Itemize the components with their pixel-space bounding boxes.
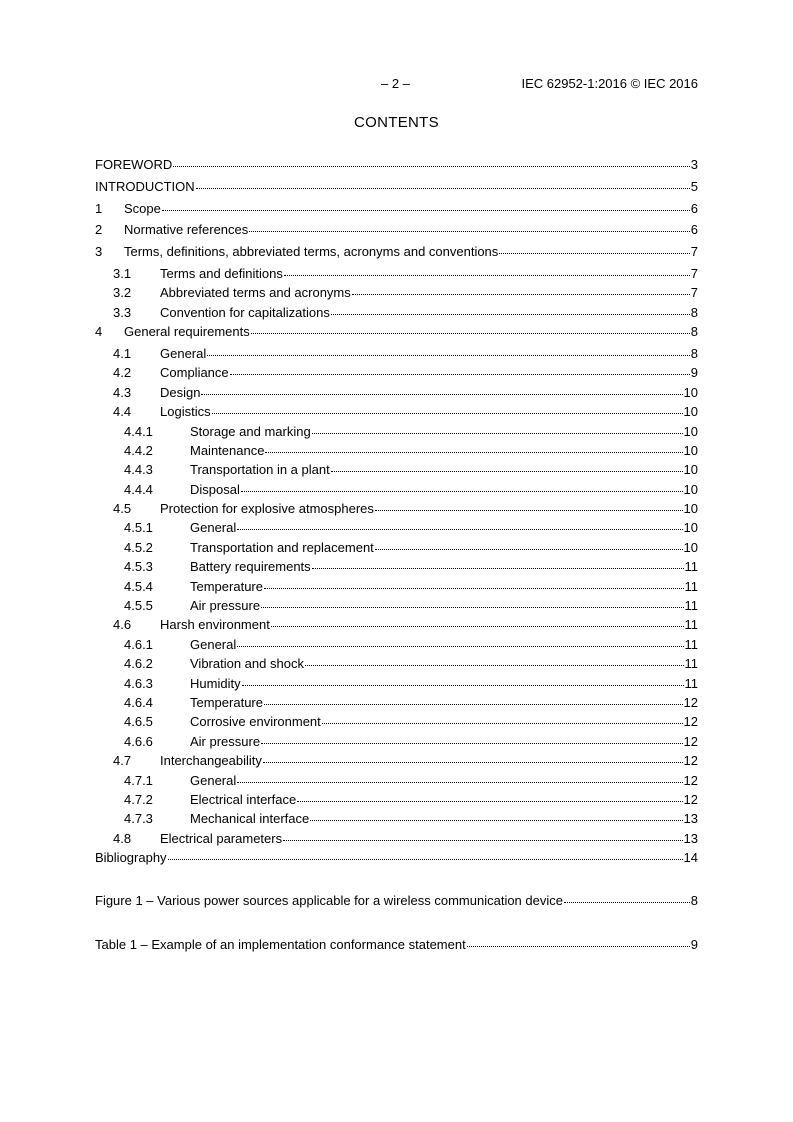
dot-leader	[375, 549, 683, 550]
toc-entry[interactable]	[95, 773, 698, 792]
toc-entry-title: Terms, definitions, abbreviated terms, acronyms and conventions	[124, 244, 499, 260]
toc-entry-page: 5	[690, 178, 698, 194]
dot-leader	[467, 946, 690, 947]
toc-entry[interactable]	[95, 482, 698, 501]
toc-entry[interactable]	[95, 443, 698, 462]
toc-entry-number: 4.5.5	[124, 598, 153, 614]
dot-leader	[331, 471, 683, 472]
toc-entry-page: 12	[683, 753, 698, 769]
dot-leader	[263, 762, 683, 763]
dot-leader	[251, 333, 690, 334]
toc-entry-title: Air pressure	[190, 733, 261, 749]
page-header	[95, 76, 698, 94]
toc-entry-number: 4.6.2	[124, 656, 153, 672]
dot-leader	[261, 743, 682, 744]
toc-entry-page: 12	[683, 694, 698, 710]
toc-entry-title: Logistics	[160, 404, 211, 420]
toc-entry-title: Humidity	[190, 675, 241, 691]
toc-entry[interactable]	[95, 385, 698, 404]
toc-entry-title: Air pressure	[190, 598, 261, 614]
toc-entry-title: Convention for capitalizations	[160, 304, 330, 320]
toc-entry-number: 4.7	[113, 753, 132, 769]
toc-entry-page: 8	[690, 893, 698, 908]
toc-entry[interactable]	[95, 404, 698, 423]
toc-entry-title: Terms and definitions	[160, 265, 283, 281]
toc-entry-page: 6	[690, 200, 698, 216]
dot-leader	[331, 314, 690, 315]
toc-entry-page: 13	[683, 830, 698, 846]
toc-entry[interactable]	[95, 850, 698, 872]
toc-entry-number: 4.7.3	[124, 811, 153, 827]
toc-entry-title: Corrosive environment	[190, 714, 321, 730]
toc-entry-title: Temperature	[190, 694, 263, 710]
toc-entry-number: 4.7.2	[124, 791, 153, 807]
toc-entry-page: 10	[683, 481, 698, 497]
toc-entry-number: 4.5	[113, 501, 132, 517]
toc-entry-page: 11	[684, 675, 698, 691]
dot-leader	[242, 685, 684, 686]
dot-leader	[241, 491, 683, 492]
page-title: CONTENTS	[354, 114, 439, 131]
toc-entry-title: Bibliography	[95, 850, 167, 866]
toc-entry-page: 10	[683, 384, 698, 400]
toc-entry-page: 11	[684, 578, 698, 594]
toc-entry[interactable]	[95, 831, 698, 850]
dot-leader	[297, 801, 682, 802]
toc-entry[interactable]	[95, 324, 698, 346]
toc-entry-page: 7	[690, 244, 698, 260]
toc-entry-title: Vibration and shock	[190, 656, 304, 672]
toc-entry-page: 9	[690, 365, 698, 381]
toc-entry-number: 4.6.5	[124, 714, 153, 730]
toc-entry-title: FOREWORD	[95, 157, 173, 172]
toc-entry-number: 4.4.4	[124, 481, 153, 497]
toc-entry[interactable]	[95, 753, 698, 772]
toc-entry-number: 4.5.4	[124, 578, 153, 594]
toc-entry-number: 3.3	[113, 304, 132, 320]
table-of-contents	[95, 157, 698, 872]
toc-entry-title: Electrical parameters	[160, 830, 283, 846]
dot-leader	[196, 188, 690, 189]
toc-entry-page: 8	[690, 304, 698, 320]
toc-entry[interactable]	[95, 937, 698, 959]
toc-entry[interactable]	[95, 462, 698, 481]
toc-entry[interactable]	[95, 695, 698, 714]
dot-leader	[162, 210, 690, 211]
toc-entry-number: 4.4	[113, 404, 132, 420]
toc-entry-title: General	[190, 636, 237, 652]
dot-leader	[305, 665, 684, 666]
toc-entry-page: 14	[683, 850, 698, 866]
toc-entry-number: 4.4.1	[124, 423, 153, 439]
toc-entry[interactable]	[95, 714, 698, 733]
toc-entry-page: 10	[683, 501, 698, 517]
toc-entry-number: 4.5.3	[124, 559, 153, 575]
dot-leader	[322, 723, 683, 724]
toc-entry-page: 11	[684, 656, 698, 672]
toc-entry-title: General	[190, 772, 237, 788]
toc-entry-number: 4.4.3	[124, 462, 153, 478]
dot-leader	[201, 394, 682, 395]
toc-entry[interactable]	[95, 792, 698, 811]
toc-entry-page: 10	[683, 404, 698, 420]
list-of-figures	[95, 893, 698, 915]
toc-entry[interactable]	[95, 244, 698, 266]
toc-entry-page: 10	[683, 423, 698, 439]
toc-entry-title: Transportation in a plant	[190, 462, 330, 478]
toc-entry-title: Electrical interface	[190, 791, 297, 807]
toc-entry-title: Mechanical interface	[190, 811, 310, 827]
toc-entry-title: Table 1 – Example of an implementation conformance statement	[95, 937, 466, 952]
toc-entry-page: 11	[684, 617, 698, 633]
toc-entry-page: 11	[684, 598, 698, 614]
dot-leader	[249, 231, 689, 232]
toc-entry-number: 4.6.3	[124, 675, 153, 691]
toc-entry-title: Abbreviated terms and acronyms	[160, 285, 351, 301]
toc-entry[interactable]	[95, 346, 698, 365]
standard-reference: IEC 62952-1:2016 © IEC 2016	[521, 76, 698, 91]
toc-entry-number: 4.4.2	[124, 442, 153, 458]
toc-entry-title: Temperature	[190, 578, 263, 594]
toc-entry-page: 10	[683, 520, 698, 536]
toc-entry-page: 13	[683, 811, 698, 827]
dot-leader	[312, 433, 683, 434]
toc-entry[interactable]	[95, 676, 698, 695]
toc-entry-page: 9	[690, 937, 698, 952]
dot-leader	[168, 859, 683, 860]
dot-leader	[237, 782, 682, 783]
toc-entry[interactable]	[95, 734, 698, 753]
toc-entry-number: 3.2	[113, 285, 132, 301]
toc-entry[interactable]	[95, 520, 698, 539]
toc-entry-title: Maintenance	[190, 442, 265, 458]
dot-leader	[312, 568, 684, 569]
toc-entry[interactable]	[95, 501, 698, 520]
toc-entry-number: 4.5.1	[124, 520, 153, 536]
toc-entry-page: 11	[684, 636, 698, 652]
dot-leader	[284, 275, 690, 276]
dot-leader	[352, 294, 690, 295]
toc-entry-number: 4.8	[113, 830, 132, 846]
toc-entry-number: 4.5.2	[124, 539, 153, 555]
toc-entry-title: Interchangeability	[160, 753, 262, 769]
toc-entry[interactable]	[95, 540, 698, 559]
toc-entry[interactable]	[95, 637, 698, 656]
toc-entry-page: 3	[690, 157, 698, 172]
toc-entry-page: 8	[690, 324, 698, 340]
toc-entry-page: 6	[690, 222, 698, 238]
toc-entry[interactable]	[95, 424, 698, 443]
toc-entry[interactable]	[95, 365, 698, 384]
toc-entry[interactable]	[95, 305, 698, 324]
toc-entry[interactable]	[95, 893, 698, 915]
dot-leader	[207, 355, 690, 356]
dot-leader	[564, 902, 690, 903]
toc-entry-page: 12	[683, 791, 698, 807]
toc-entry-number: 4	[95, 324, 103, 340]
toc-entry-page: 10	[683, 442, 698, 458]
toc-entry-page: 12	[683, 714, 698, 730]
toc-entry-title: Transportation and replacement	[190, 539, 374, 555]
toc-entry-number: 3	[95, 244, 103, 260]
toc-entry-number: 4.6	[113, 617, 132, 633]
dot-leader	[261, 607, 683, 608]
toc-entry-number: 4.6.4	[124, 694, 153, 710]
toc-entry-number: 4.6.6	[124, 733, 153, 749]
toc-entry[interactable]	[95, 157, 698, 179]
toc-entry[interactable]	[95, 579, 698, 598]
toc-entry-number: 4.6.1	[124, 636, 153, 652]
toc-entry-title: Compliance	[160, 365, 229, 381]
dot-leader	[173, 166, 689, 167]
toc-entry-title: Design	[160, 384, 201, 400]
toc-entry-title: Figure 1 – Various power sources applicable for a wireless communication device	[95, 893, 563, 908]
toc-entry[interactable]	[95, 617, 698, 636]
toc-entry-number: 3.1	[113, 265, 132, 281]
toc-entry[interactable]	[95, 598, 698, 617]
toc-entry-title: General	[160, 345, 207, 361]
toc-entry-title: General	[190, 520, 237, 536]
toc-entry-title: Harsh environment	[160, 617, 270, 633]
dot-leader	[230, 374, 690, 375]
toc-entry[interactable]	[95, 285, 698, 304]
toc-entry-number: 4.7.1	[124, 772, 153, 788]
toc-entry-title: Battery requirements	[190, 559, 311, 575]
toc-entry[interactable]	[95, 201, 698, 223]
toc-entry[interactable]	[95, 266, 698, 285]
toc-entry[interactable]	[95, 179, 698, 201]
toc-entry-title: Scope	[124, 200, 161, 216]
toc-entry-page: 10	[683, 539, 698, 555]
toc-entry-title: INTRODUCTION	[95, 178, 195, 194]
dot-leader	[264, 588, 684, 589]
dot-leader	[264, 704, 683, 705]
toc-entry-title: Storage and marking	[190, 423, 311, 439]
toc-entry-number: 4.3	[113, 384, 132, 400]
dot-leader	[212, 413, 683, 414]
toc-entry-title: Disposal	[190, 481, 240, 497]
dot-leader	[237, 529, 682, 530]
dot-leader	[310, 820, 682, 821]
toc-entry-page: 12	[683, 733, 698, 749]
toc-entry-page: 7	[690, 265, 698, 281]
dot-leader	[237, 646, 683, 647]
toc-entry-title: General requirements	[124, 324, 250, 340]
toc-entry-page: 11	[684, 559, 698, 575]
toc-entry-title: Normative references	[124, 222, 249, 238]
toc-entry[interactable]	[95, 656, 698, 675]
dot-leader	[283, 840, 682, 841]
toc-entry[interactable]	[95, 811, 698, 830]
page-number: – 2 –	[381, 76, 410, 91]
toc-entry-page: 7	[690, 285, 698, 301]
toc-entry-number: 2	[95, 222, 103, 238]
toc-entry-page: 12	[683, 772, 698, 788]
dot-leader	[375, 510, 683, 511]
dot-leader	[265, 452, 682, 453]
toc-entry-title: Protection for explosive atmospheres	[160, 501, 374, 517]
toc-entry[interactable]	[95, 559, 698, 578]
toc-entry[interactable]	[95, 222, 698, 244]
toc-entry-page: 10	[683, 462, 698, 478]
toc-entry-number: 4.1	[113, 345, 132, 361]
toc-entry-number: 1	[95, 200, 103, 216]
list-of-tables	[95, 937, 698, 959]
toc-entry-page: 8	[690, 345, 698, 361]
toc-entry-number: 4.2	[113, 365, 132, 381]
dot-leader	[271, 626, 684, 627]
dot-leader	[499, 253, 689, 254]
